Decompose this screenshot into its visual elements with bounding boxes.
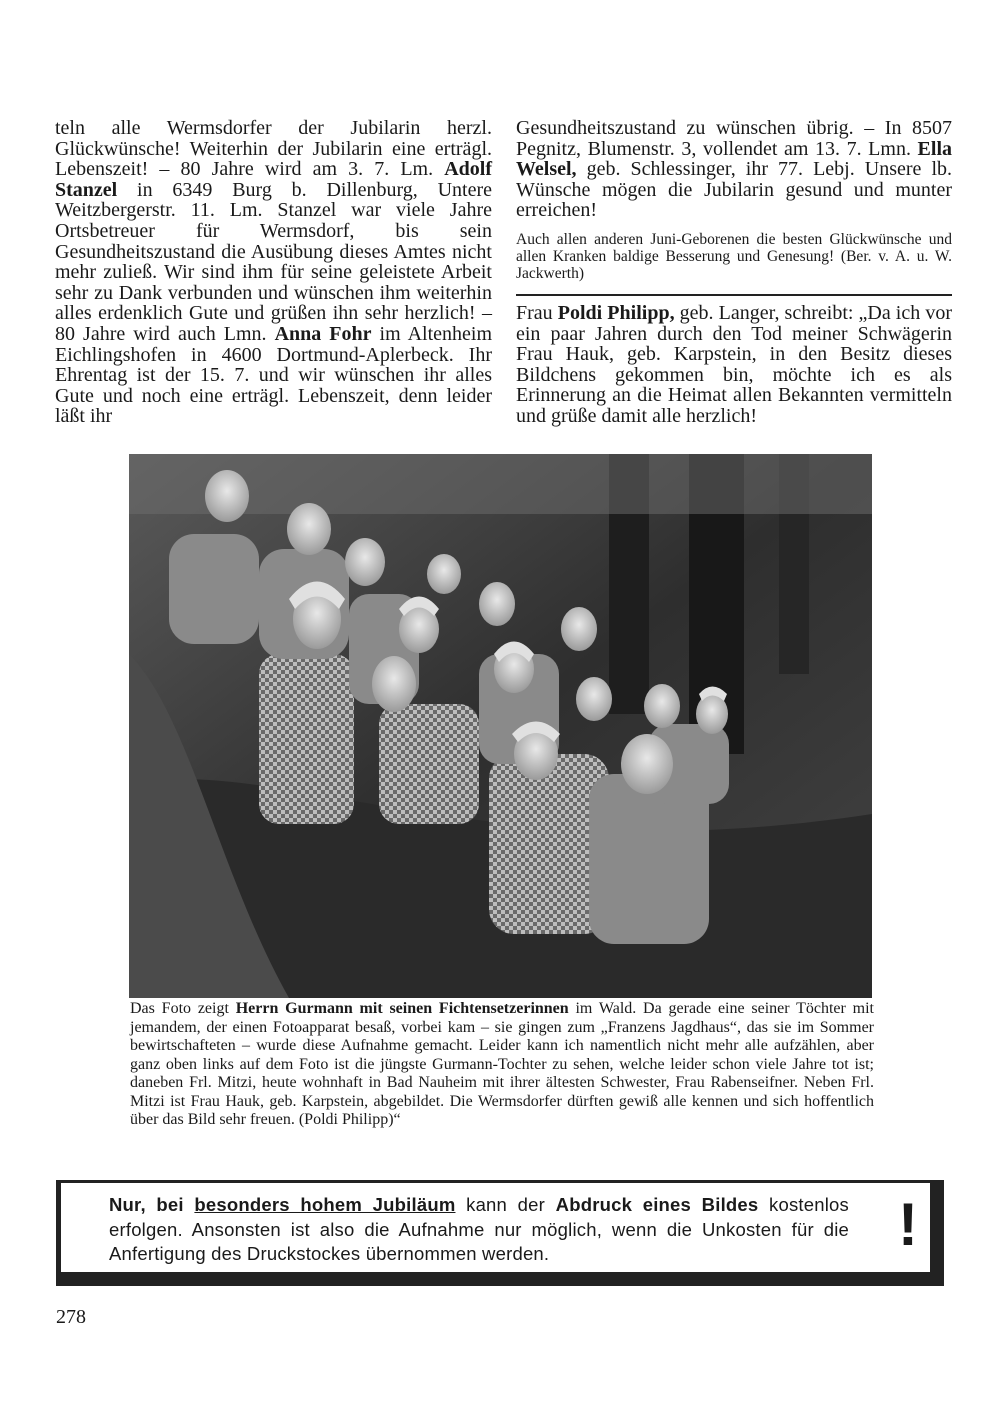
right-text-column	[516, 118, 952, 427]
notice-image-phrase: Abdruck eines Bildes	[555, 1194, 759, 1215]
notice-word-nur: Nur	[109, 1194, 141, 1215]
page-number: 278	[56, 1306, 86, 1328]
right-paragraph-1: Gesundheitszustand zu wünschen übrig. – In 8507 Pegnitz, Blumenstr. 3, vollendet am 13. 7. Lmn. Ella Welsel, geb. Schlessinger, ihr 77. Lebj. Unsere lb. Wünsche mögen die Jubilarin gesund und munter erreichen!	[516, 117, 952, 222]
photo-illustration	[129, 454, 872, 998]
exclamation-icon: !	[898, 1191, 918, 1258]
notice-word-bei: , bei	[140, 1194, 195, 1215]
notice-text	[109, 1193, 849, 1267]
notice-connector: kann der	[455, 1194, 556, 1215]
right-paragraph-3: Frau Poldi Philipp, geb. Langer, schreibt: „Da ich vor ein paar Jahren durch den Tod meiner Schwägerin Frau Hauk, geb. Karpstein, in den Besitz dieses Bildchens gekommen bin, möchte ich es als Erinnerung an die Heimat allen Bekannten vermitteln und grüße damit alle herzlich!	[516, 301, 952, 427]
right-paragraph-2: Auch allen anderen Juni-Geborenen die besten Glückwünsche und allen Kranken baldige Besserung und Genesung! (Ber. v. A. u. W. Jackwerth)	[516, 230, 952, 282]
name-poldi-philipp: Poldi Philipp,	[557, 301, 675, 324]
caption-bold-subject: Herrn Gurmann mit seinen Fichtensetzerinnen	[235, 1000, 569, 1017]
notice-box	[56, 1180, 944, 1286]
name-anna-fohr: Anna Fohr	[274, 322, 372, 345]
name-adolf-stanzel: Adolf Stanzel	[55, 158, 492, 201]
left-text-column	[55, 118, 492, 427]
left-paragraph: teln alle Wermsdorfer der Jubilarin herzl. Glückwünsche! Weiterhin der Jubilarin eine erträgl. Lebenszeit! – 80 Jahre wird am 3. 7. Lm. Adolf Stanzel in 6349 Burg b. Dillenburg, Untere Weitzbergerstr. 11. Lm. Stanzel war viele Jahre Ortsbetreuer für Wermsdorf, bis sein Gesundheitszustand die Ausübung dieses Amtes nicht mehr zuließ. Wir sind ihm für seine geleistete Arbeit sehr zu Dank verbunden und wünschen ihm weiterhin alles erdenklich Gute und grüßen ihn sehr herzlich! – 80 Jahre wird auch Lmn. Anna Fohr im Altenheim Eichlingshofen in 4600 Dortmund-Aplerbeck. Ihr Ehrentag ist der 15. 7. und wir wünschen ihr alles Gute und noch eine erträgl. Lebenszeit, denn leider läßt ihr	[55, 117, 493, 428]
notice-rest: kostenlos erfolgen. Ansonsten ist also die Aufnahme nur möglich, wenn die Unkosten für die Anfertigung des Druckstockes übernommen werden.	[109, 1194, 849, 1264]
notice-jubilee-phrase: besonders hohem Jubiläum	[194, 1194, 456, 1215]
name-ella-welsel: Ella Welsel,	[516, 137, 952, 181]
group-photo	[129, 454, 872, 998]
divider-rule	[516, 294, 952, 296]
photo-caption: Das Foto zeigt Herrn Gurmann mit seinen Fichtensetzerinnen im Wald. Da gerade eine seiner Töchter mit jemandem, der einen Fotoapparat besaß, vorbei kam – sie gingen zum „Franzens Jagdhaus“, das sie im Sommer bewirtschafteten – wurde diese Aufnahme gemacht. Leider kann ich namentlich nicht mehr alle aufzählen, aber ganz oben links auf dem Foto ist die jüngste Gurmann-Tochter zu sehen, welche leider schon viele Jahre tot ist; daneben Frl. Mitzi, heute wohnhaft in Bad Nauheim mit ihrer ältesten Schwester, Frau Rabenseifner. Neben Frl. Mitzi ist Frau Hauk, geb. Karpstein, abgebildet. Die Wermsdorfer dürften gewiß alle kennen und sich hoffentlich über das Bild sehr freuen. (Poldi Philipp)“	[130, 1000, 875, 1128]
